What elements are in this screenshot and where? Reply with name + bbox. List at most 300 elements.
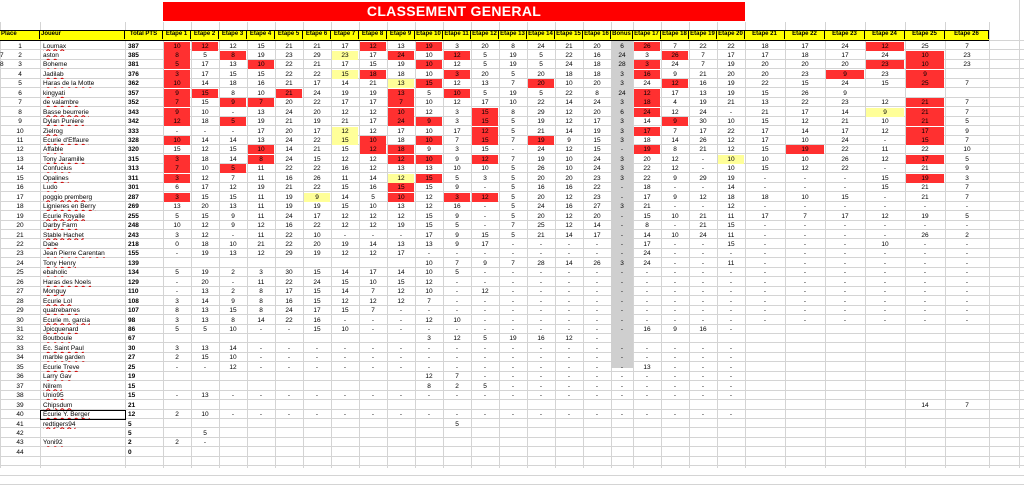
stage-score-cell[interactable]: 9 bbox=[673, 193, 677, 201]
stage-score-cell[interactable] bbox=[332, 334, 358, 343]
stage-score-cell[interactable]: 12 bbox=[201, 231, 209, 239]
stage-score-cell[interactable]: 15 bbox=[425, 222, 433, 230]
column-header[interactable]: Etape 12 bbox=[471, 30, 499, 39]
place-cell[interactable]: 40 bbox=[16, 411, 24, 419]
stage-score-cell[interactable]: 10 bbox=[565, 80, 573, 88]
stage-score-cell[interactable]: 7 bbox=[388, 98, 414, 107]
stage-score-cell[interactable]: 19 bbox=[369, 89, 377, 97]
stage-score-cell[interactable] bbox=[276, 372, 302, 381]
stage-score-cell[interactable] bbox=[360, 429, 386, 438]
stage-score-cell[interactable]: 5 bbox=[483, 51, 487, 59]
stage-score-cell[interactable] bbox=[332, 401, 358, 410]
stage-score-cell[interactable]: - bbox=[567, 373, 571, 381]
stage-score-cell[interactable]: 17 bbox=[906, 155, 944, 164]
stage-score-cell[interactable]: - bbox=[511, 354, 515, 362]
stage-score-cell[interactable]: - bbox=[803, 174, 807, 182]
place-cell[interactable]: 25 bbox=[16, 269, 24, 277]
stage-score-cell[interactable]: - bbox=[455, 363, 459, 371]
stage-score-cell[interactable]: 22 bbox=[313, 222, 321, 230]
stage-score-cell[interactable]: 12 bbox=[565, 108, 573, 116]
stage-score-cell[interactable]: 15 bbox=[313, 297, 321, 305]
stage-score-cell[interactable]: 15 bbox=[881, 184, 889, 192]
stage-score-cell[interactable] bbox=[584, 420, 610, 429]
player-name-cell[interactable]: Zielrog bbox=[43, 127, 63, 135]
stage-score-cell[interactable]: - bbox=[567, 288, 571, 296]
player-name-cell[interactable]: Basse beurrerie bbox=[43, 108, 89, 116]
total-points-cell[interactable]: 21 bbox=[128, 401, 136, 409]
stage-score-cell[interactable] bbox=[528, 448, 554, 457]
stage-score-cell[interactable]: - bbox=[673, 316, 677, 324]
stage-score-cell[interactable]: - bbox=[259, 392, 263, 400]
stage-score-cell[interactable]: 10 bbox=[201, 411, 209, 419]
stage-score-cell[interactable]: 15 bbox=[593, 137, 601, 144]
place-cell[interactable]: 1 bbox=[18, 42, 22, 50]
stage-score-cell[interactable]: 14 bbox=[643, 231, 651, 239]
stage-score-cell[interactable]: 12 bbox=[425, 108, 433, 116]
stage-score-cell[interactable]: 15 bbox=[229, 70, 237, 78]
stage-score-cell[interactable]: 13 bbox=[699, 89, 707, 97]
stage-score-cell[interactable]: 12 bbox=[341, 108, 349, 116]
stage-score-cell[interactable]: - bbox=[673, 269, 677, 277]
place-cell[interactable]: 10 bbox=[16, 127, 24, 135]
stage-score-cell[interactable]: - bbox=[645, 297, 649, 305]
stage-score-cell[interactable] bbox=[444, 438, 470, 447]
stage-score-cell[interactable]: 22 bbox=[727, 42, 735, 50]
stage-score-cell[interactable]: 17 bbox=[727, 51, 735, 59]
stage-score-cell[interactable]: 9 bbox=[673, 174, 677, 182]
stage-score-cell[interactable]: 5 bbox=[483, 89, 487, 97]
stage-score-cell[interactable]: 15 bbox=[481, 146, 489, 154]
stage-score-cell[interactable]: - bbox=[883, 316, 887, 324]
stage-score-cell[interactable]: 5 bbox=[511, 184, 515, 192]
stage-score-cell[interactable]: 24 bbox=[285, 212, 293, 220]
stage-score-cell[interactable]: - bbox=[287, 363, 291, 371]
player-name-cell[interactable]: Haras de la Motte bbox=[43, 80, 95, 88]
column-header[interactable]: Etape 13 bbox=[499, 30, 527, 39]
stage-score-cell[interactable]: 3 bbox=[175, 297, 179, 305]
stage-score-cell[interactable]: 3 bbox=[620, 118, 624, 126]
player-name-cell[interactable]: Ecurie Lol bbox=[43, 297, 72, 305]
stage-score-cell[interactable]: 19 bbox=[201, 250, 209, 258]
stage-score-cell[interactable]: 5 bbox=[965, 155, 969, 163]
stage-score-cell[interactable]: 15 bbox=[341, 307, 349, 315]
stage-score-cell[interactable]: 7 bbox=[673, 127, 677, 135]
stage-score-cell[interactable] bbox=[192, 401, 218, 410]
stage-score-cell[interactable]: 21 bbox=[921, 165, 929, 173]
stage-score-cell[interactable]: - bbox=[427, 354, 431, 362]
player-name-cell[interactable]: kingyati bbox=[43, 89, 66, 97]
stage-score-cell[interactable]: 20 bbox=[285, 99, 293, 107]
place-cell[interactable]: 3 bbox=[18, 61, 22, 69]
stage-score-cell[interactable]: 26 bbox=[921, 231, 929, 239]
stage-score-cell[interactable]: 3 bbox=[164, 193, 190, 202]
stage-score-cell[interactable]: - bbox=[763, 316, 767, 324]
stage-score-cell[interactable] bbox=[248, 334, 274, 343]
stage-score-cell[interactable]: 17 bbox=[906, 127, 944, 136]
stage-score-cell[interactable]: 11 bbox=[727, 259, 735, 267]
stage-score-cell[interactable] bbox=[304, 448, 330, 457]
player-name-cell[interactable]: Boheme bbox=[43, 61, 68, 69]
stage-score-cell[interactable] bbox=[906, 391, 944, 400]
stage-score-cell[interactable] bbox=[946, 344, 988, 353]
stage-score-cell[interactable]: 24 bbox=[565, 61, 573, 69]
stage-score-cell[interactable]: 8 bbox=[220, 51, 246, 60]
stage-score-cell[interactable]: - bbox=[701, 278, 705, 286]
stage-score-cell[interactable]: 7 bbox=[455, 137, 459, 144]
total-points-cell[interactable]: 243 bbox=[128, 231, 139, 239]
stage-score-cell[interactable]: 18 bbox=[565, 70, 573, 78]
stage-score-cell[interactable]: - bbox=[701, 240, 705, 248]
stage-score-cell[interactable] bbox=[746, 353, 784, 362]
stage-score-cell[interactable]: - bbox=[843, 231, 847, 239]
stage-score-cell[interactable]: 11 bbox=[257, 203, 265, 211]
column-header[interactable]: Etape 21 bbox=[745, 30, 785, 39]
stage-score-cell[interactable]: - bbox=[645, 316, 649, 324]
stage-score-cell[interactable]: - bbox=[843, 269, 847, 277]
stage-score-cell[interactable]: 22 bbox=[565, 89, 573, 97]
stage-score-cell[interactable]: 22 bbox=[285, 316, 293, 324]
stage-score-cell[interactable]: 7 bbox=[231, 174, 235, 182]
stage-score-cell[interactable]: - bbox=[729, 108, 733, 116]
stage-score-cell[interactable]: 5 bbox=[175, 326, 179, 333]
player-name-cell[interactable]: Ecurie Royalle bbox=[43, 212, 85, 220]
stage-score-cell[interactable]: 17 bbox=[369, 51, 377, 59]
stage-score-cell[interactable]: 3 bbox=[427, 335, 431, 343]
stage-score-cell[interactable]: 21 bbox=[921, 193, 929, 201]
stage-score-cell[interactable]: 18 bbox=[201, 118, 209, 126]
stage-score-cell[interactable]: 21 bbox=[285, 80, 293, 88]
stage-score-cell[interactable]: 14 bbox=[201, 80, 209, 88]
stage-score-cell[interactable] bbox=[360, 420, 386, 429]
place-cell[interactable]: 22 bbox=[16, 240, 24, 248]
stage-score-cell[interactable]: 18 bbox=[388, 145, 414, 154]
stage-score-cell[interactable]: - bbox=[763, 278, 767, 286]
stage-score-cell[interactable]: 12 bbox=[565, 222, 573, 230]
stage-score-cell[interactable]: - bbox=[645, 288, 649, 296]
column-header[interactable]: Etape 18 bbox=[661, 30, 689, 39]
total-points-cell[interactable]: 376 bbox=[128, 70, 139, 78]
stage-score-cell[interactable]: 22 bbox=[285, 61, 293, 69]
stage-score-cell[interactable]: - bbox=[701, 307, 705, 315]
stage-score-cell[interactable] bbox=[866, 391, 904, 400]
stage-score-cell[interactable]: 30 bbox=[699, 118, 707, 126]
stage-score-cell[interactable]: 15 bbox=[727, 240, 735, 248]
stage-score-cell[interactable] bbox=[866, 372, 904, 381]
stage-score-cell[interactable]: 17 bbox=[593, 118, 601, 126]
stage-score-cell[interactable] bbox=[220, 372, 246, 381]
stage-score-cell[interactable] bbox=[220, 448, 246, 457]
stage-score-cell[interactable]: 5 bbox=[175, 212, 179, 220]
stage-score-cell[interactable]: 15 bbox=[425, 212, 433, 220]
stage-score-cell[interactable]: 19 bbox=[593, 127, 601, 135]
stage-score-cell[interactable]: - bbox=[843, 278, 847, 286]
player-name-cell[interactable] bbox=[41, 448, 124, 457]
stage-score-cell[interactable]: - bbox=[595, 392, 599, 400]
stage-score-cell[interactable]: - bbox=[763, 250, 767, 258]
stage-score-cell[interactable]: 15 bbox=[881, 80, 889, 88]
stage-score-cell[interactable]: 17 bbox=[841, 51, 849, 59]
stage-score-cell[interactable]: - bbox=[427, 411, 431, 419]
stage-score-cell[interactable] bbox=[906, 448, 944, 457]
stage-score-cell[interactable]: - bbox=[287, 354, 291, 362]
stage-score-cell[interactable]: 9 bbox=[965, 165, 969, 173]
stage-score-cell[interactable]: 8 bbox=[0, 61, 4, 69]
stage-score-cell[interactable] bbox=[690, 401, 716, 410]
stage-score-cell[interactable]: - bbox=[965, 288, 969, 296]
player-name-cell[interactable]: poggio premberg bbox=[43, 193, 93, 201]
stage-score-cell[interactable]: 14 bbox=[671, 137, 679, 144]
stage-score-cell[interactable]: - bbox=[539, 269, 543, 277]
stage-score-cell[interactable]: 17 bbox=[313, 307, 321, 315]
stage-score-cell[interactable]: 12 bbox=[397, 212, 405, 220]
stage-score-cell[interactable]: 22 bbox=[285, 165, 293, 173]
stage-score-cell[interactable]: 12 bbox=[801, 118, 809, 126]
stage-score-cell[interactable]: - bbox=[620, 344, 624, 352]
stage-score-cell[interactable]: 22 bbox=[841, 165, 849, 173]
stage-score-cell[interactable]: 17 bbox=[481, 240, 489, 248]
stage-score-cell[interactable]: - bbox=[399, 411, 403, 419]
stage-score-cell[interactable]: 3 bbox=[175, 316, 179, 324]
stage-score-cell[interactable]: 14 bbox=[643, 118, 651, 126]
stage-score-cell[interactable] bbox=[786, 391, 824, 400]
stage-score-cell[interactable]: 12 bbox=[472, 127, 498, 136]
stage-score-cell[interactable] bbox=[556, 429, 582, 438]
stage-score-cell[interactable]: - bbox=[729, 392, 733, 400]
stage-score-cell[interactable] bbox=[662, 401, 688, 410]
stage-score-cell[interactable]: 16 bbox=[285, 297, 293, 305]
stage-score-cell[interactable]: - bbox=[701, 288, 705, 296]
stage-score-cell[interactable]: 17 bbox=[671, 89, 679, 97]
stage-score-cell[interactable]: - bbox=[923, 278, 927, 286]
stage-score-cell[interactable]: 24 bbox=[671, 61, 679, 69]
stage-score-cell[interactable]: 14 bbox=[285, 146, 293, 154]
stage-score-cell[interactable]: - bbox=[511, 146, 515, 154]
stage-score-cell[interactable]: - bbox=[483, 269, 487, 277]
stage-score-cell[interactable] bbox=[826, 353, 864, 362]
stage-score-cell[interactable] bbox=[612, 401, 632, 410]
stage-score-cell[interactable]: 9 bbox=[567, 137, 571, 144]
stage-score-cell[interactable]: 11 bbox=[257, 212, 265, 220]
stage-score-cell[interactable]: 24 bbox=[388, 51, 414, 60]
stage-score-cell[interactable]: - bbox=[645, 269, 649, 277]
stage-score-cell[interactable]: 15 bbox=[313, 288, 321, 296]
stage-score-cell[interactable]: 21 bbox=[313, 61, 321, 69]
stage-score-cell[interactable]: 15 bbox=[201, 193, 209, 201]
stage-score-cell[interactable]: 15 bbox=[643, 212, 651, 220]
stage-score-cell[interactable]: 25 bbox=[906, 79, 944, 88]
stage-score-cell[interactable]: - bbox=[620, 184, 624, 192]
stage-score-cell[interactable]: 12 bbox=[369, 127, 377, 135]
stage-score-cell[interactable]: - bbox=[701, 316, 705, 324]
stage-score-cell[interactable] bbox=[528, 401, 554, 410]
stage-score-cell[interactable] bbox=[192, 382, 218, 391]
stage-score-cell[interactable]: 28 bbox=[537, 259, 545, 267]
stage-score-cell[interactable]: - bbox=[371, 316, 375, 324]
stage-score-cell[interactable]: - bbox=[729, 344, 733, 352]
player-name-cell[interactable]: redtigers94 bbox=[43, 420, 76, 428]
stage-score-cell[interactable]: 5 bbox=[511, 203, 515, 211]
stage-score-cell[interactable]: 25 bbox=[921, 42, 929, 50]
stage-score-cell[interactable]: 19 bbox=[727, 89, 735, 97]
stage-score-cell[interactable]: - bbox=[620, 250, 624, 258]
stage-score-cell[interactable]: 9 bbox=[164, 108, 190, 117]
stage-score-cell[interactable]: 13 bbox=[257, 108, 265, 116]
stage-score-cell[interactable]: - bbox=[483, 297, 487, 305]
player-name-cell[interactable]: Ecurie m. garcia bbox=[43, 316, 90, 324]
stage-score-cell[interactable] bbox=[500, 429, 526, 438]
stage-score-cell[interactable]: 22 bbox=[537, 99, 545, 107]
stage-score-cell[interactable]: 9 bbox=[866, 108, 904, 117]
column-header[interactable]: Etape 20 bbox=[717, 30, 745, 39]
stage-score-cell[interactable]: - bbox=[729, 363, 733, 371]
stage-score-cell[interactable]: 24 bbox=[699, 108, 707, 116]
stage-score-cell[interactable]: - bbox=[399, 354, 403, 362]
stage-score-cell[interactable]: - bbox=[231, 127, 235, 135]
stage-score-cell[interactable]: 15 bbox=[341, 184, 349, 192]
stage-score-cell[interactable]: - bbox=[923, 259, 927, 267]
stage-score-cell[interactable] bbox=[634, 401, 660, 410]
stage-score-cell[interactable]: 13 bbox=[229, 61, 237, 69]
stage-score-cell[interactable]: 12 bbox=[397, 288, 405, 296]
place-cell[interactable]: 15 bbox=[16, 174, 24, 182]
stage-score-cell[interactable]: - bbox=[427, 326, 431, 333]
stage-score-cell[interactable] bbox=[528, 420, 554, 429]
player-name-cell[interactable]: Nilrem bbox=[43, 382, 62, 390]
stage-score-cell[interactable]: 14 bbox=[841, 108, 849, 116]
stage-score-cell[interactable]: - bbox=[645, 278, 649, 286]
stage-score-cell[interactable]: 10 bbox=[425, 70, 433, 78]
stage-score-cell[interactable]: - bbox=[803, 203, 807, 211]
stage-score-cell[interactable]: 21 bbox=[727, 99, 735, 107]
stage-score-cell[interactable]: 12 bbox=[481, 288, 489, 296]
stage-score-cell[interactable]: 12 bbox=[662, 79, 688, 88]
stage-score-cell[interactable]: - bbox=[315, 363, 319, 371]
stage-score-cell[interactable]: 12 bbox=[881, 99, 889, 107]
stage-score-cell[interactable]: 5 bbox=[203, 429, 207, 437]
stage-score-cell[interactable]: 24 bbox=[618, 89, 626, 97]
stage-score-cell[interactable]: - bbox=[483, 411, 487, 419]
stage-score-cell[interactable]: 3 bbox=[455, 118, 459, 126]
stage-score-cell[interactable]: 17 bbox=[481, 99, 489, 107]
stage-score-cell[interactable]: 7 bbox=[455, 259, 459, 267]
stage-score-cell[interactable]: - bbox=[259, 363, 263, 371]
total-points-cell[interactable]: 381 bbox=[128, 61, 139, 69]
stage-score-cell[interactable]: - bbox=[595, 307, 599, 315]
stage-score-cell[interactable]: 21 bbox=[699, 146, 707, 154]
stage-score-cell[interactable] bbox=[528, 429, 554, 438]
stage-score-cell[interactable]: - bbox=[763, 231, 767, 239]
stage-score-cell[interactable] bbox=[332, 448, 358, 457]
place-cell[interactable]: 23 bbox=[16, 250, 24, 258]
stage-score-cell[interactable]: - bbox=[511, 288, 515, 296]
stage-score-cell[interactable]: 9 bbox=[455, 231, 459, 239]
stage-score-cell[interactable] bbox=[304, 372, 330, 381]
place-cell[interactable]: 32 bbox=[16, 335, 24, 343]
stage-score-cell[interactable]: - bbox=[483, 212, 487, 220]
stage-score-cell[interactable] bbox=[332, 259, 358, 268]
column-header[interactable]: Etape 23 bbox=[825, 30, 865, 39]
stage-score-cell[interactable]: 5 bbox=[483, 335, 487, 343]
stage-score-cell[interactable]: - bbox=[427, 250, 431, 258]
total-points-cell[interactable]: 362 bbox=[128, 80, 139, 88]
stage-score-cell[interactable]: - bbox=[483, 363, 487, 371]
stage-score-cell[interactable]: 10 bbox=[425, 288, 433, 296]
stage-score-cell[interactable]: - bbox=[763, 297, 767, 305]
stage-score-cell[interactable]: 9 bbox=[826, 70, 864, 79]
stage-score-cell[interactable]: 7 bbox=[511, 222, 515, 230]
stage-score-cell[interactable]: - bbox=[729, 316, 733, 324]
stage-score-cell[interactable]: 6 bbox=[175, 184, 179, 192]
stage-score-cell[interactable] bbox=[220, 334, 246, 343]
stage-score-cell[interactable]: - bbox=[673, 222, 677, 230]
column-header[interactable]: Etape 25 bbox=[905, 30, 945, 39]
stage-score-cell[interactable]: 5 bbox=[371, 193, 375, 201]
stage-score-cell[interactable] bbox=[826, 363, 864, 372]
stage-score-cell[interactable]: 22 bbox=[593, 184, 601, 192]
total-points-cell[interactable]: 86 bbox=[128, 326, 136, 333]
stage-score-cell[interactable] bbox=[192, 259, 218, 268]
stage-score-cell[interactable]: 10 bbox=[801, 137, 809, 144]
stage-score-cell[interactable]: - bbox=[923, 297, 927, 305]
stage-score-cell[interactable] bbox=[304, 438, 330, 447]
stage-score-cell[interactable]: - bbox=[595, 240, 599, 248]
player-name-cell[interactable]: aston bbox=[43, 51, 59, 59]
stage-score-cell[interactable]: 19 bbox=[699, 99, 707, 107]
stage-score-cell[interactable]: 7 bbox=[511, 137, 515, 144]
stage-score-cell[interactable] bbox=[746, 363, 784, 372]
total-points-cell[interactable]: 315 bbox=[128, 155, 139, 163]
stage-score-cell[interactable]: - bbox=[701, 184, 705, 192]
stage-score-cell[interactable]: 7 bbox=[164, 164, 190, 173]
stage-score-cell[interactable]: 19 bbox=[257, 184, 265, 192]
stage-score-cell[interactable]: - bbox=[567, 354, 571, 362]
stage-score-cell[interactable] bbox=[826, 372, 864, 381]
stage-score-cell[interactable]: 9 bbox=[427, 146, 431, 154]
stage-score-cell[interactable]: 12 bbox=[229, 42, 237, 50]
stage-score-cell[interactable]: - bbox=[883, 269, 887, 277]
player-name-cell[interactable]: Ecurie Treve bbox=[43, 363, 80, 371]
stage-score-cell[interactable]: 15 bbox=[257, 42, 265, 50]
column-header[interactable]: Total PTS bbox=[125, 30, 163, 39]
stage-score-cell[interactable]: 14 bbox=[201, 137, 209, 144]
stage-score-cell[interactable] bbox=[786, 438, 824, 447]
stage-score-cell[interactable]: 18 bbox=[801, 51, 809, 59]
stage-score-cell[interactable]: 15 bbox=[201, 212, 209, 220]
stage-score-cell[interactable] bbox=[388, 259, 414, 268]
stage-score-cell[interactable]: 24 bbox=[313, 278, 321, 286]
stage-score-cell[interactable]: - bbox=[673, 203, 677, 211]
player-name-cell[interactable]: Loumax bbox=[43, 42, 67, 50]
stage-score-cell[interactable] bbox=[584, 429, 610, 438]
stage-score-cell[interactable]: 24 bbox=[537, 42, 545, 50]
total-points-cell[interactable]: 98 bbox=[128, 316, 136, 324]
stage-score-cell[interactable]: - bbox=[763, 259, 767, 267]
stage-score-cell[interactable] bbox=[360, 448, 386, 457]
stage-score-cell[interactable]: 15 bbox=[229, 146, 237, 154]
stage-score-cell[interactable]: 29 bbox=[285, 250, 293, 258]
stage-score-cell[interactable] bbox=[192, 372, 218, 381]
stage-score-cell[interactable]: 10 bbox=[881, 118, 889, 126]
player-name-cell[interactable]: Jpicquenard bbox=[43, 326, 79, 333]
stage-score-cell[interactable]: 24 bbox=[841, 42, 849, 50]
stage-score-cell[interactable]: 16 bbox=[313, 316, 321, 324]
stage-score-cell[interactable]: - bbox=[539, 344, 543, 352]
stage-score-cell[interactable]: - bbox=[539, 240, 543, 248]
stage-score-cell[interactable] bbox=[612, 334, 632, 343]
stage-score-cell[interactable]: 17 bbox=[761, 137, 769, 144]
stage-score-cell[interactable]: 15 bbox=[201, 354, 209, 362]
stage-score-cell[interactable] bbox=[946, 448, 988, 457]
